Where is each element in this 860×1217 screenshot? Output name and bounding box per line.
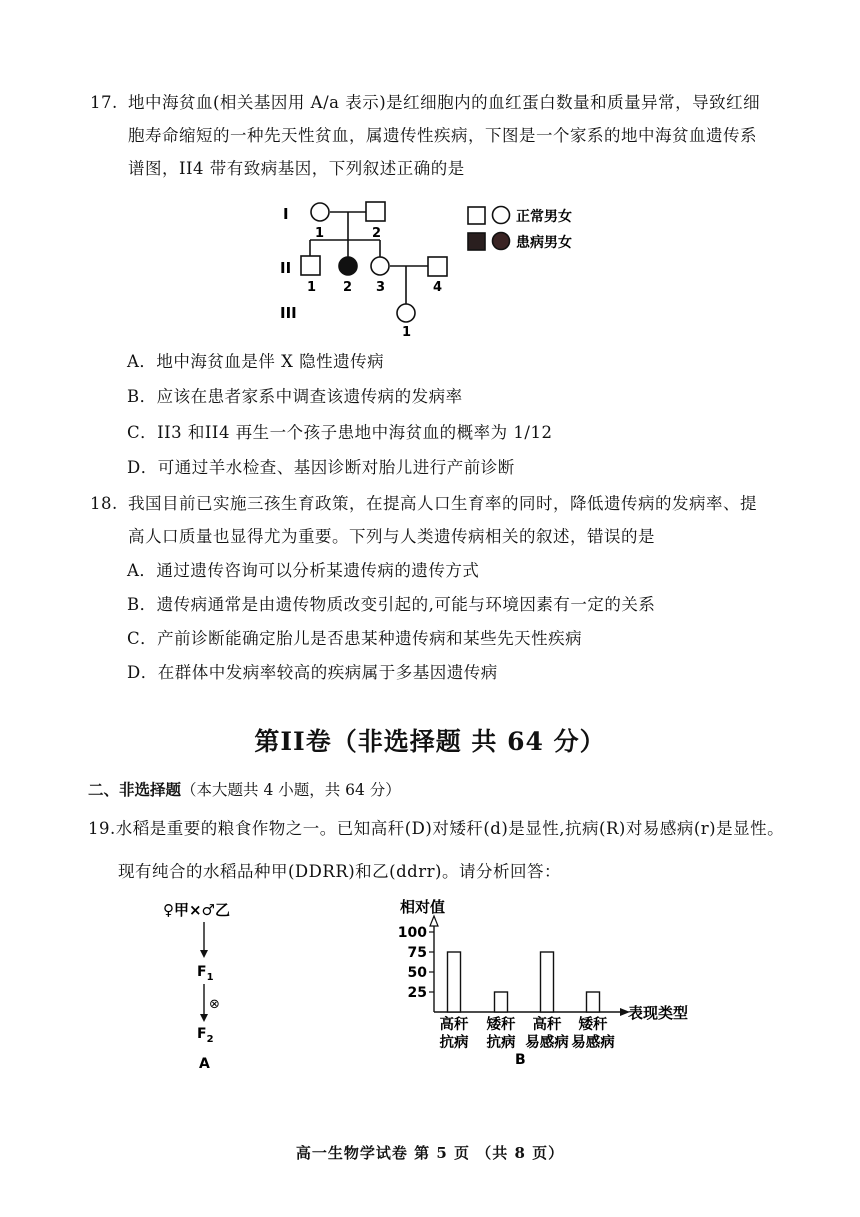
option-a: A．地中海贫血是伴 X 隐性遗传病	[127, 352, 385, 371]
generation-label: III	[280, 304, 297, 322]
figure-b-label: B	[515, 1052, 526, 1068]
option-d: D．在群体中发病率较高的疾病属于多基因遗传病	[127, 663, 498, 682]
legend-normal-male	[468, 207, 485, 224]
bar-chart	[390, 894, 710, 1074]
pedigree-II4-male	[428, 257, 447, 276]
y-tick-label: 75	[407, 945, 427, 961]
page-footer: 高一生物学试卷 第 5 页 （共 8 页）	[295, 1144, 565, 1162]
legend-normal-label: 正常男女	[516, 209, 572, 225]
pedigree-II1-male	[301, 256, 320, 275]
legend-affected-female	[493, 233, 510, 250]
pedigree-II3-female	[371, 257, 389, 275]
question-text-line: 现有纯合的水稻品种甲(DDRR)和乙(ddrr)。请分析回答：	[118, 862, 561, 881]
category-label: 高秆	[532, 1017, 562, 1033]
option-b: B．应该在患者家系中调查该遗传病的发病率	[127, 387, 463, 406]
generation-label: I	[283, 205, 289, 223]
question-number: 18.	[90, 494, 118, 513]
category-label: 抗病	[439, 1035, 469, 1051]
f1-label: $F_1$	[197, 964, 214, 983]
question-text-line: 水稻是重要的粮食作物之一。已知高秆(D)对矮秆(d)是显性,抗病(R)对易感病(r)是显性。	[115, 819, 785, 838]
option-c: C．产前诊断能确定胎儿是否患某种遗传病和某些先天性疾病	[127, 629, 583, 648]
y-tick-label: 50	[407, 965, 427, 981]
bar	[587, 992, 600, 1012]
chart-ylabel: 相对值	[400, 898, 446, 916]
part-label: 二、非选择题	[88, 780, 182, 799]
figure-a-label: A	[199, 1056, 210, 1072]
individual-number: 1	[307, 280, 317, 295]
category-label: 抗病	[486, 1035, 516, 1051]
category-label: 高秆	[439, 1017, 469, 1033]
pedigree-diagram	[270, 196, 600, 342]
category-label: 矮秆	[486, 1017, 516, 1033]
pedigree-III1-female	[397, 304, 415, 322]
question-number: 19.	[88, 819, 116, 838]
question-text-line: 胞寿命缩短的一种先天性贫血，属遗传性疾病，下图是一个家系的地中海贫血遗传系	[128, 126, 757, 145]
individual-number: 2	[343, 280, 353, 295]
option-a: A．通过遗传咨询可以分析某遗传病的遗传方式	[127, 561, 480, 580]
individual-number: 1	[402, 325, 412, 340]
option-b: B．遗传病通常是由遗传物质改变引起的,可能与环境因素有一定的关系	[127, 595, 656, 614]
f2-label: $F_2$	[197, 1026, 214, 1045]
legend-affected-label: 患病男女	[516, 235, 572, 251]
question-17	[90, 86, 790, 185]
individual-number: 4	[433, 280, 443, 295]
legend-normal-female	[493, 207, 510, 224]
question-number: 17.	[90, 93, 118, 112]
cross-label: ♀甲×♂乙	[163, 901, 231, 919]
option-d: D．可通过羊水检查、基因诊断对胎儿进行产前诊断	[127, 458, 515, 477]
question-text-line: 我国目前已实施三孩生育政策，在提高人口生育率的同时，降低遗传病的发病率、提	[128, 494, 757, 513]
individual-number: 1	[315, 226, 325, 241]
bar	[495, 992, 508, 1012]
pedigree-II2-affected-female	[339, 257, 357, 275]
individual-number: 2	[372, 226, 382, 241]
question-19	[88, 812, 828, 888]
individual-number: 3	[376, 280, 386, 295]
question-18	[90, 487, 790, 553]
legend-affected-male	[468, 233, 485, 250]
pedigree-I1-female	[311, 203, 329, 221]
y-tick-label: 25	[407, 985, 427, 1001]
pedigree-I2-male	[366, 202, 385, 221]
part-heading	[88, 778, 401, 800]
cross-diagram	[160, 898, 260, 1074]
generation-label: II	[280, 259, 292, 277]
question-text-line: 地中海贫血(相关基因用 A/a 表示)是红细胞内的血红蛋白数量和质量异常，导致红细	[128, 93, 761, 112]
category-label: 易感病	[571, 1035, 615, 1051]
chart-xlabel: 表现类型	[628, 1004, 689, 1022]
part-note: （本大题共 4 小题，共 64 分）	[181, 781, 401, 799]
section-title: 第II卷（非选择题 共 64 分）	[254, 727, 606, 756]
category-label: 矮秆	[578, 1017, 608, 1033]
option-c: C．II3 和II4 再生一个孩子患地中海贫血的概率为 1/12	[127, 423, 553, 442]
bar	[541, 952, 554, 1012]
self-cross-icon: ⊗	[209, 997, 220, 1012]
question-text-line: 谱图，II4 带有致病基因，下列叙述正确的是	[128, 159, 465, 178]
category-label: 易感病	[525, 1035, 569, 1051]
y-tick-label: 100	[397, 925, 427, 941]
question-text-line: 高人口质量也显得尤为重要。下列与人类遗传病相关的叙述，错误的是	[128, 527, 655, 546]
bar	[448, 952, 461, 1012]
